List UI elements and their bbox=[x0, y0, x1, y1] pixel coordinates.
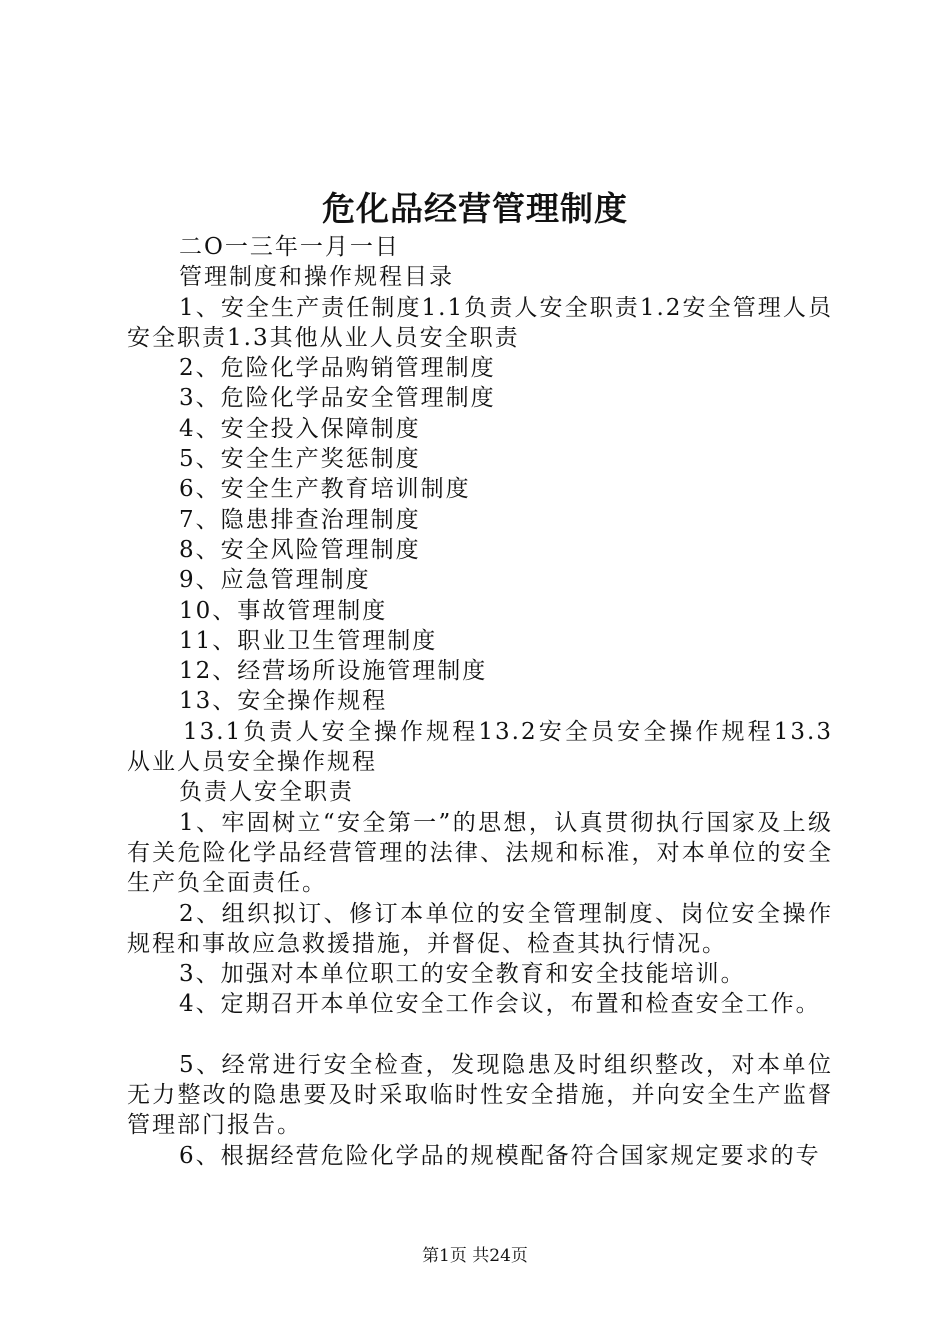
toc-item: 2、危险化学品购销管理制度 bbox=[179, 355, 496, 382]
toc-heading: 管理制度和操作规程目录 bbox=[179, 264, 454, 291]
toc-item: 8、安全风险管理制度 bbox=[179, 536, 421, 563]
duty-paragraph: 5、经常进行安全检查，发现隐患及时组织整改，对本单位无力整改的隐患要及时采取临时性安全措施，并向安全生产监督管理部门报告。 bbox=[127, 1051, 833, 1139]
section-heading: 负责人安全职责 bbox=[179, 779, 354, 806]
duty-paragraph: 3、加强对本单位职工的安全教育和安全技能培训。 bbox=[179, 961, 746, 988]
document-body bbox=[127, 232, 833, 1171]
toc-subitems: 13.1负责人安全操作规程13.2安全员安全操作规程13.3从业人员安全操作规程 bbox=[127, 718, 833, 776]
toc-item: 9、应急管理制度 bbox=[179, 567, 371, 594]
duty-paragraph: 4、定期召开本单位安全工作会议，布置和检查安全工作。 bbox=[179, 991, 821, 1018]
toc-item: 11、职业卫生管理制度 bbox=[179, 627, 438, 654]
page-footer: 第1页 共24页 bbox=[422, 1246, 528, 1266]
toc-item: 7、隐患排查治理制度 bbox=[179, 506, 421, 533]
toc-item: 5、安全生产奖惩制度 bbox=[179, 446, 421, 473]
duty-paragraph: 2、组织拟订、修订本单位的安全管理制度、岗位安全操作规程和事故应急救援措施，并督促、检查其执行情况。 bbox=[127, 900, 833, 957]
toc-item: 13、安全操作规程 bbox=[179, 688, 388, 715]
date-line: 二O一三年一月一日 bbox=[179, 234, 400, 260]
duty-paragraph: 1、牢固树立“安全第一”的思想，认真贯彻执行国家及上级有关危险化学品经营管理的法律、法规和标准，对本单位的安全生产负全面责任。 bbox=[127, 809, 833, 897]
toc-item: 6、安全生产教育培训制度 bbox=[179, 476, 471, 503]
toc-item: 3、危险化学品安全管理制度 bbox=[179, 385, 496, 412]
toc-item: 1、安全生产责任制度1.1负责人安全职责1.2安全管理人员安全职责1.3其他从业人员安全职责 bbox=[127, 294, 833, 351]
toc-item: 4、安全投入保障制度 bbox=[179, 415, 421, 442]
toc-item: 12、经营场所设施管理制度 bbox=[179, 658, 488, 685]
document-title: 危化品经营管理制度 bbox=[322, 189, 628, 228]
duty-paragraph: 6、根据经营危险化学品的规模配备符合国家规定要求的专 bbox=[179, 1142, 821, 1169]
toc-item: 10、事故管理制度 bbox=[179, 597, 388, 624]
